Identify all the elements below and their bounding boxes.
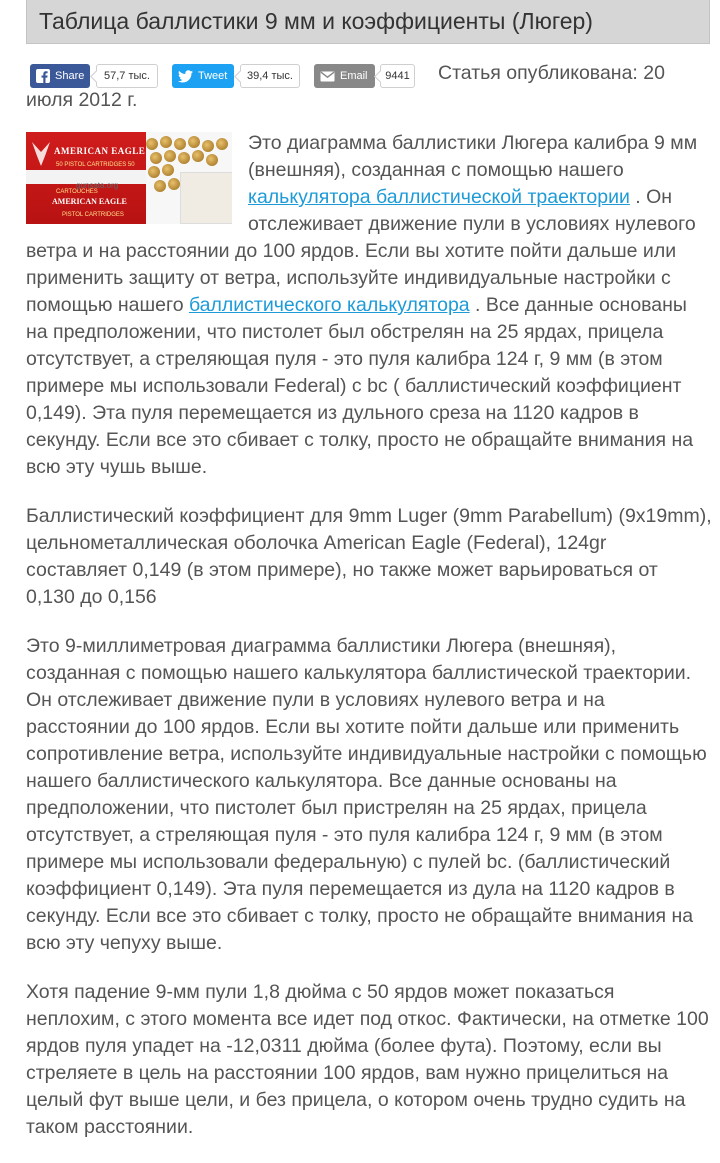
cartridge	[216, 138, 228, 150]
paragraph-1-text-a: Это диаграмма баллистики Люгера калибра 9 мм (внешняя), созданная с помощью нашего	[248, 132, 698, 181]
email-share-count: 9441	[380, 64, 415, 88]
facebook-share-count: 57,7 тыс.	[96, 64, 158, 88]
title-bar	[26, 0, 710, 44]
trajectory-calculator-link[interactable]: калькулятора баллистической траектории	[248, 186, 630, 208]
twitter-share-count: 39,4 тыс.	[240, 64, 300, 88]
cartridge	[174, 138, 186, 150]
cartridge	[154, 180, 166, 192]
paragraph-2: Баллистический коэффициент для 9mm Luger (9mm Parabellum) (9x19mm), цельнометаллическая оболочка American Eagle (Federal), 124gr составляет 0,149 (в этом примере), но также может варьироваться от 0,130 до 0,156	[26, 505, 712, 608]
publication-date: Статья опубликована: 20 июля 2012 г.	[26, 62, 665, 111]
article-body	[26, 130, 712, 1163]
paragraph-1-text-b: . Он отслеживает движение пули в условиях нулевого ветра и на расстоянии до 100 ярдов. Если вы хотите пойти дальше или применить защиту от ветра, используйте индивидуальные настройки с помощью нашего	[26, 186, 696, 316]
cartridge	[178, 152, 190, 164]
cartridge	[148, 166, 160, 178]
ammo-box-brand-lower: AMERICAN EAGLE	[52, 197, 127, 206]
cartridge	[168, 178, 180, 190]
ammo-box-image	[26, 132, 232, 224]
cartridge	[202, 140, 214, 152]
ammo-box-subtitle: 50 PISTOL CARTRIDGES 50 CARTOUCHES	[56, 162, 135, 195]
email-share-label: Email	[340, 70, 368, 82]
facebook-share-label: Share	[55, 70, 85, 82]
cartridge	[206, 154, 218, 166]
image-watermark: gunsata.org	[76, 181, 119, 190]
cartridge	[164, 150, 176, 162]
cartridge-tray	[180, 172, 232, 224]
eagle-logo-icon	[30, 138, 52, 168]
paragraph-4: Хотя падение 9-мм пули 1,8 дюйма с 50 ярдов может показаться неплохим, с этого момента все идет под откос. Фактически, на отметке 100 ярдов пуля упадет на -12,0311 дюйма (более фута). Поэтому, если вы стреляете в цель на расстоянии 100 ярдов, вам нужно прицелиться на целый фут выше цели, и без прицела, о котором очень трудно судить на таком расстоянии.	[26, 981, 709, 1138]
paragraph-1-text-c: . Все данные основаны на предположении, что пистолет был обстрелян на 25 ярдах, прицела отсутствует, а стреляющая пуля - это пуля калибра 124 г, 9 мм (в этом примере мы использовали Federal) с bc ( баллистический коэффициент 0,149). Эта пуля перемещается из дульного среза на 1120 кадров в секунду. Если все это сбивает с толку, просто не обращайте внимания на всю эту чушь выше.	[26, 294, 694, 478]
paragraph-3: Это 9-миллиметровая диаграмма баллистики Люгера (внешняя), созданная с помощью нашего калькулятора баллистической траектории. Он отслеживает движение пули в условиях нулевого ветра и на расстоянии до 100 ярдов. Если вы хотите пойти дальше или применить сопротивление ветра, используйте индивидуальные настройки с помощью нашего баллистического калькулятора. Все данные основаны на предположении, что пистолет был пристрелян на 25 ярдах, прицела отсутствует, а стреляющая пуля - это пуля калибра 124 г, 9 мм (в этом примере мы использовали федеральную) с пулей bc. (баллистический коэффициент 0,149). Эта пуля перемещается из дула на 1120 кадров в секунду. Если все это сбивает с толку, просто не обращайте внимания на всю эту чепуху выше.	[26, 635, 707, 954]
cartridge	[162, 164, 174, 176]
twitter-tweet-label: Tweet	[198, 70, 228, 82]
cartridge	[150, 152, 162, 164]
ballistic-calculator-link[interactable]: баллистического калькулятора	[188, 294, 470, 316]
page-title: Таблица баллистики 9 мм и коэффициенты (Люгер)	[39, 8, 593, 34]
cartridge	[192, 150, 204, 162]
cartridge	[188, 136, 200, 148]
ammo-box-brand: AMERICAN EAGLE	[54, 146, 146, 156]
cartridge	[160, 136, 172, 148]
ammo-box-cartridges: PISTOL CARTRIDGES	[62, 212, 124, 218]
cartridge	[146, 138, 158, 150]
ammo-box	[26, 132, 146, 224]
